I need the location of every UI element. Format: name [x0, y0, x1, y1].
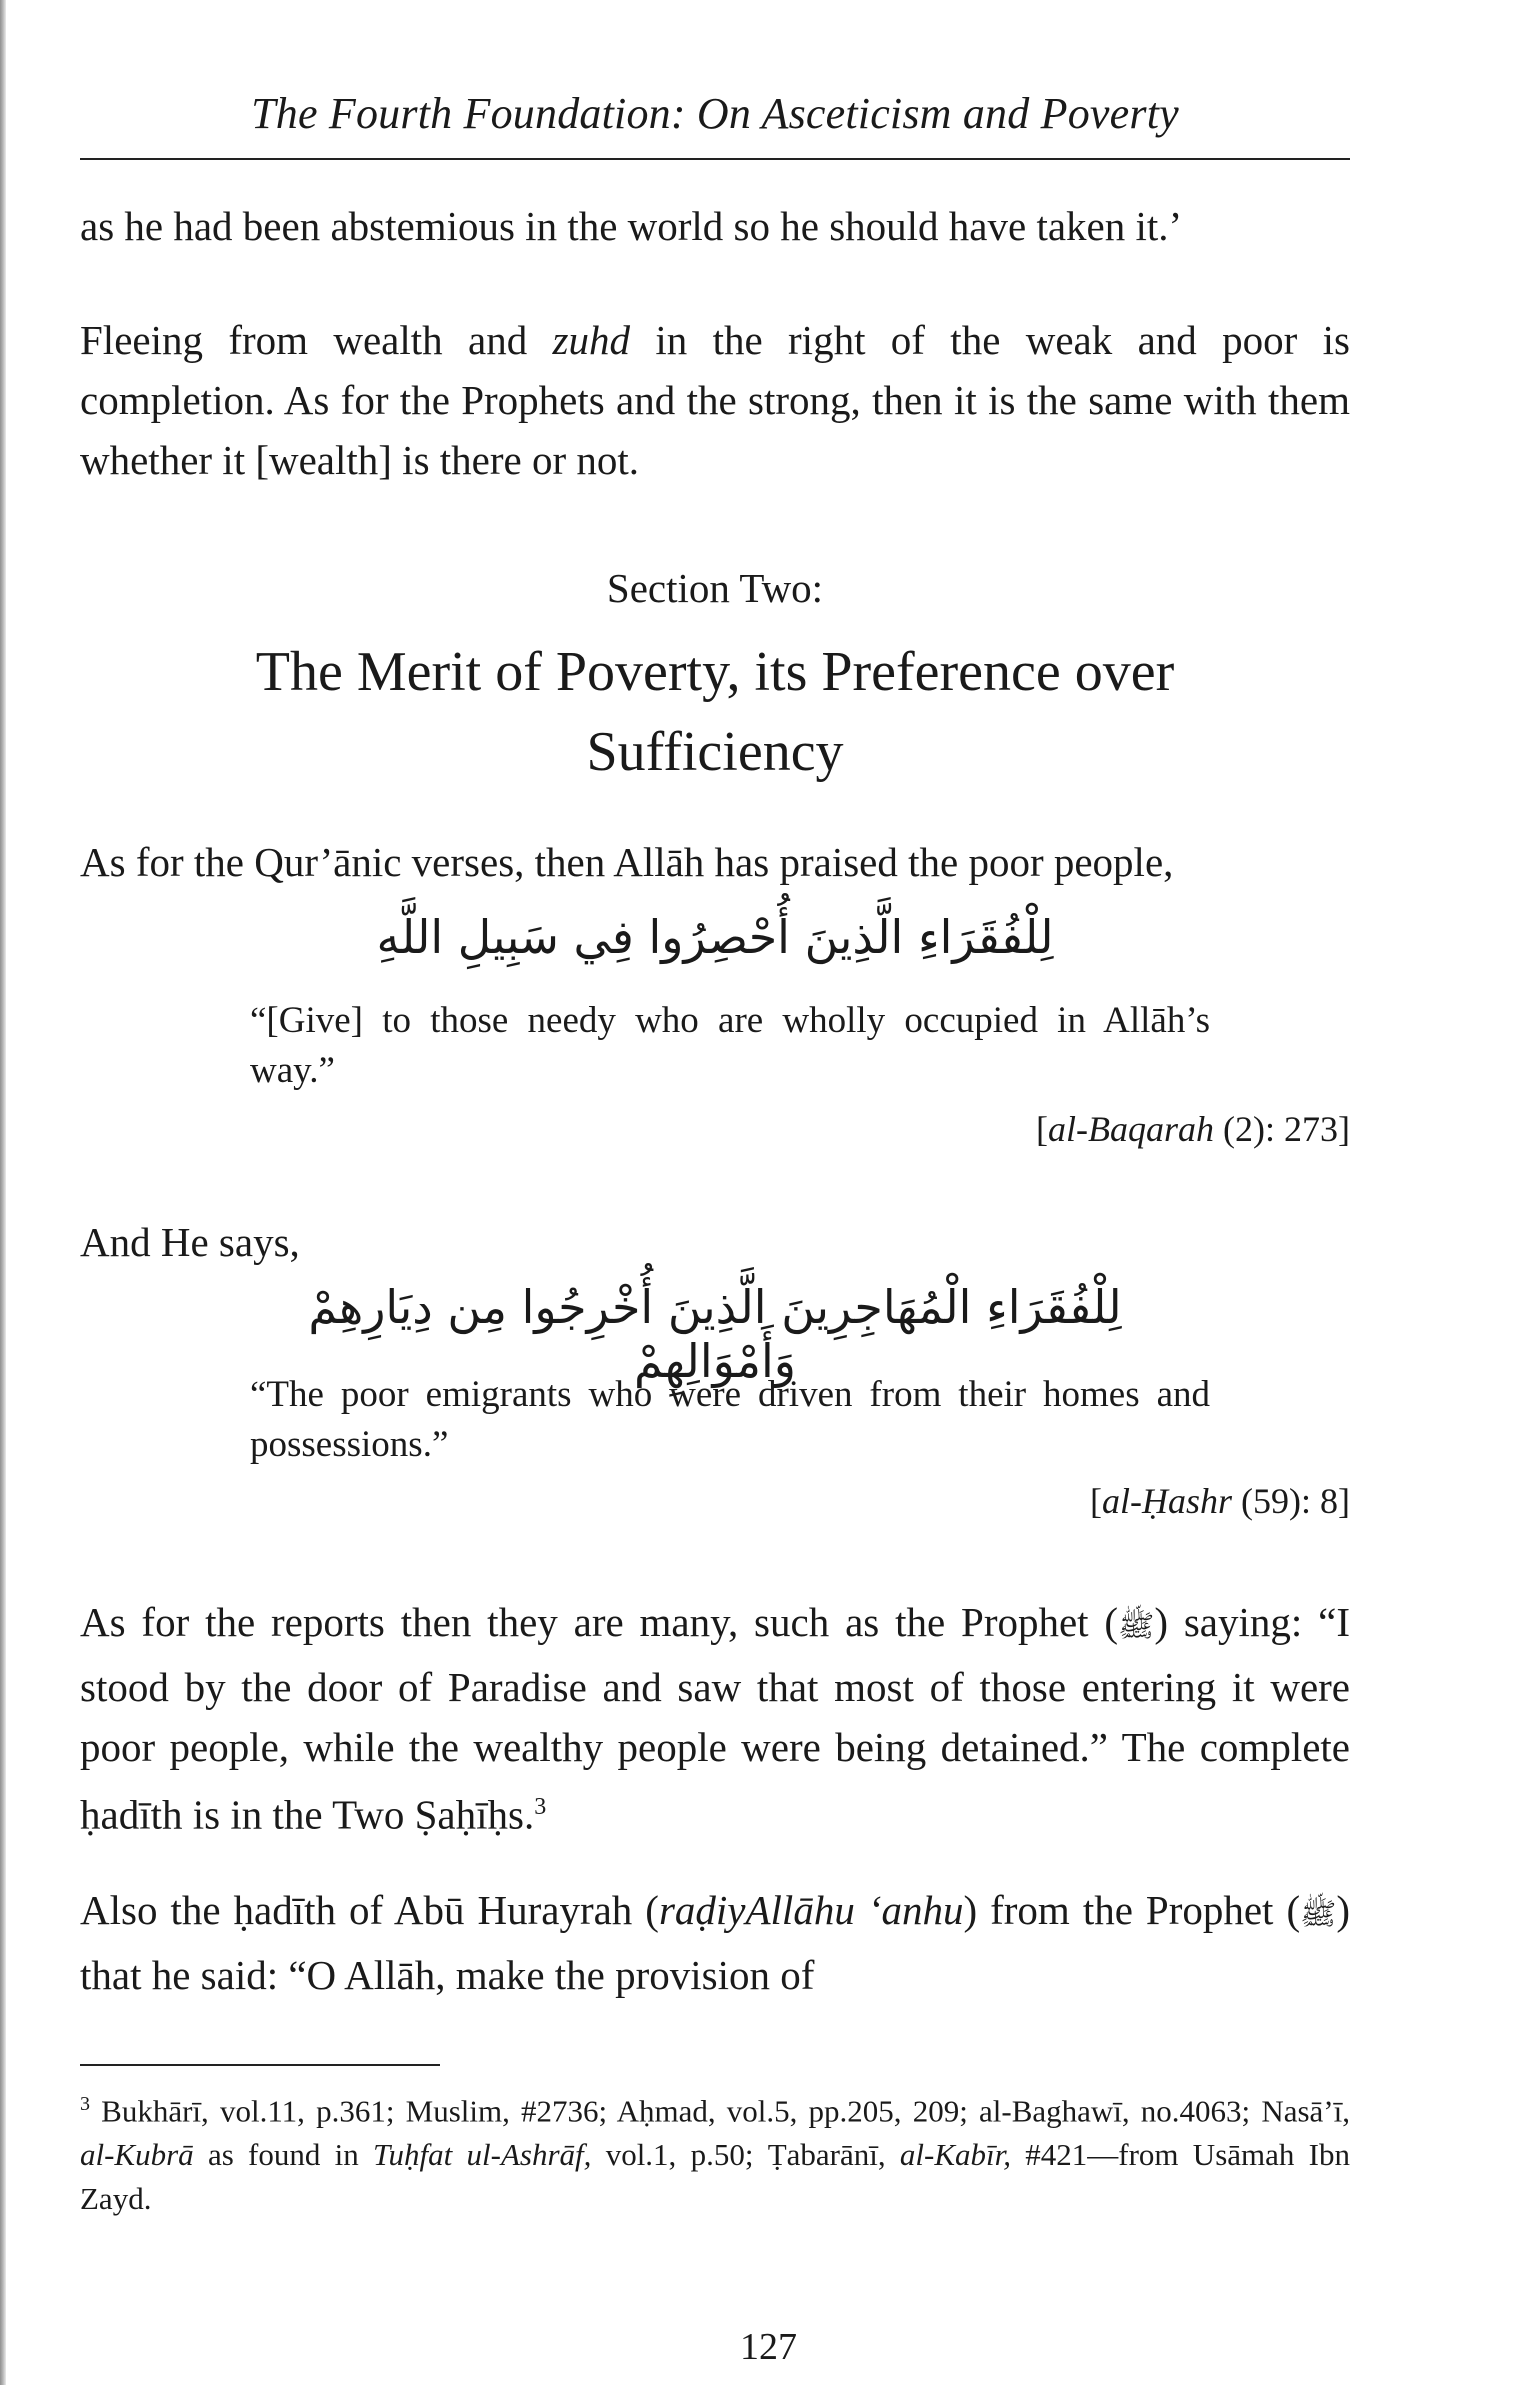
work-title: Tuḥfat ul-Ashrāf, [373, 2137, 592, 2173]
text-span: Fleeing from wealth and [80, 317, 553, 363]
surah-name: al-Ḥashr [1102, 1481, 1233, 1521]
paragraph-continuation: as he had been abstemious in the world so he should have taken it.’ [80, 203, 1183, 249]
honorific-text: raḍiyAllāhu ‘anhu [658, 1887, 964, 1933]
running-head: The Fourth Foundation: On Asceticism and Poverty [251, 89, 1179, 138]
work-title: al-Kabīr, [899, 2137, 1011, 2173]
paragraph-reports [80, 1592, 1350, 1845]
verse-2-translation: “The poor emigrants who were driven from their homes and possessions.” [250, 1374, 1210, 1465]
footnote-3 [80, 2082, 1350, 2221]
surah-name: al-Baqarah [1048, 1109, 1215, 1149]
work-title: al-Kubrā [80, 2137, 194, 2173]
text-span: ) saying: “I stood by the door of Paradise and saw that most of those entering it were poor people, while the wealthy people were being detained.” The complete ḥadīth is in the Two Ṣaḥīḥs. [80, 1599, 1350, 1838]
text-span: Also the ḥadīth of Abū Hurayrah ( [80, 1887, 659, 1933]
text-span: vol.1, p.50; Ṭabarānī, [591, 2137, 900, 2173]
text-span: ) that he said: “O Allāh, make the provision of [80, 1887, 1350, 1998]
paragraph-zuhd [80, 310, 1350, 490]
ref-rest: (2): 273] [1214, 1109, 1350, 1149]
ref-rest: (59): 8] [1232, 1481, 1350, 1521]
arabic-verse-1: لِلْفُقَرَاءِ الَّذِينَ أُحْصِرُوا فِي سَبِيلِ اللَّهِ [376, 910, 1054, 964]
text-span: Bukhārī, vol.11, p.361; Muslim, #2736; Aḥmad, vol.5, pp.205, 209; al-Baghawī, no.4063; Nasā’ī, [90, 2093, 1350, 2129]
honorific-glyph: ﷺ [1118, 1609, 1155, 1644]
term-zuhd: zuhd [552, 317, 631, 363]
footnote-mark: 3 [80, 2093, 90, 2115]
page-number: 127 [740, 2326, 797, 2368]
arabic-verse-2: لِلْفُقَرَاءِ الْمُهَاجِرِينَ الَّذِينَ أُخْرِجُوا مِن دِيَارِهِمْ وَأَمْوَالِهِمْ [308, 1280, 1122, 1388]
header-rule [80, 158, 1350, 160]
binding-shadow [0, 0, 6, 2385]
text-span: #421—from Usāmah Ibn Zayd. [80, 2137, 1350, 2217]
text-span: As for the reports then they are many, such as the Prophet ( [80, 1599, 1119, 1645]
text-span: in the right of the weak and poor is completion. As for the Prophets and the strong, then it is the same with them whether it [wealth] is there or not. [80, 317, 1350, 483]
footnote-ref-3[interactable]: 3 [534, 1794, 547, 1820]
footnote-rule [80, 2064, 440, 2066]
verse-1-reference: [al-Baqarah (2): 273] [1036, 1109, 1350, 1149]
verse-1-translation: “[Give] to those needy who are wholly occupied in Allāh’s way.” [250, 1000, 1210, 1091]
honorific-glyph: ﷺ [1300, 1897, 1337, 1932]
paragraph-quranic-intro: As for the Qur’ānic verses, then Allāh has praised the poor people, [80, 839, 1174, 885]
verse-2-reference: [al-Ḥashr (59): 8] [1090, 1481, 1350, 1521]
paragraph-he-says: And He says, [80, 1219, 300, 1265]
text-span: ) from the Prophet ( [963, 1887, 1301, 1933]
section-label: Section Two: [606, 565, 824, 611]
paragraph-abu-hurayrah [80, 1880, 1350, 2005]
section-title: The Merit of Poverty, its Preference over Sufficiency [255, 641, 1175, 783]
text-span: as found in [193, 2137, 374, 2173]
